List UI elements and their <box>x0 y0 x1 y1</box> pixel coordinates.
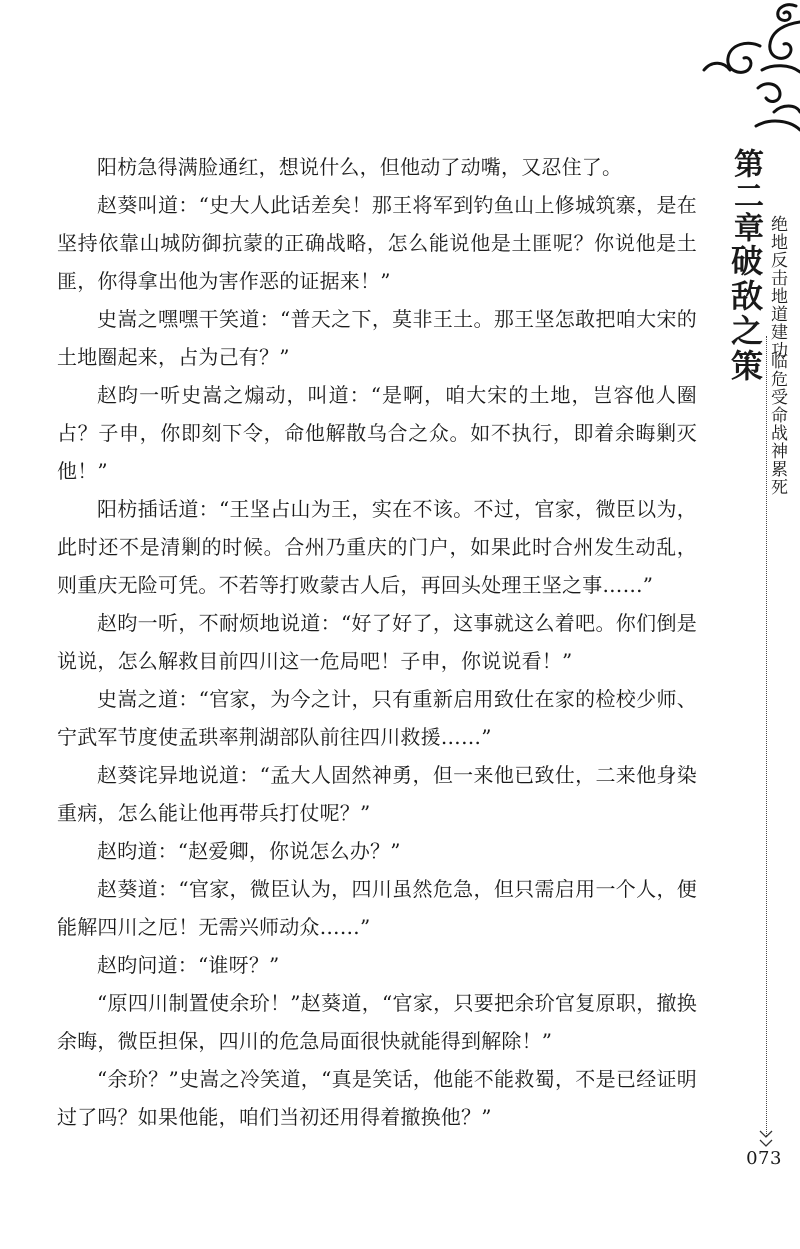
paragraph: 赵昀问道：“谁呀？” <box>97 953 280 977</box>
paragraph: 赵葵叫道：“史大人此话差矣！那王将军到钓鱼山上修城筑寨，是在坚持依靠山城防御抗蒙的正确战略，怎么能说他是土匪呢？你说他是土匪，你得拿出他为害作恶的证据来！” <box>57 193 697 293</box>
paragraph: “原四川制置使余玠！”赵葵道，“官家，只要把余玠官复原职，撤换余晦，微臣担保，四川的危急局面很快就能得到解除！” <box>57 991 697 1053</box>
paragraph: 阳枋插话道：“王坚占山为王，实在不该。不过，官家，微臣以为，此时还不是清剿的时候。合州乃重庆的门户，如果此时合州发生动乱，则重庆无险可凭。不若等打败蒙古人后，再回头处理王坚之事……” <box>57 497 697 597</box>
section-subtitle: 临危受命战神累死 <box>767 352 787 496</box>
body-text <box>57 148 697 1136</box>
chapter-number: 第二章 <box>728 148 763 244</box>
paragraph: 赵葵道：“官家，微臣认为，四川虽然危急，但只需启用一个人，便能解四川之厄！无需兴师动众……” <box>57 877 697 939</box>
paragraph: 赵昀一听史嵩之煽动，叫道：“是啊，咱大宋的土地，岂容他人圈占？子申，你即刻下令，命他解散乌合之众。如不执行，即着余晦剿灭他！” <box>57 383 697 483</box>
margin-divider <box>766 336 767 1136</box>
section-subtitle: 绝地反击地道建功 <box>767 215 787 359</box>
paragraph: 阳枋急得满脸通红，想说什么，但他动了动嘴，又忍住了。 <box>97 155 623 179</box>
chevron-down-icon <box>759 1139 773 1148</box>
paragraph: 赵葵诧异地说道：“孟大人固然神勇，但一来他已致仕，二来他身染重病，怎么能让他再带兵打仗呢？” <box>57 763 697 825</box>
paragraph: 史嵩之道：“官家，为今之计，只有重新启用致仕在家的检校少师、宁武军节度使孟珙率荆湖部队前往四川救援……” <box>57 687 697 749</box>
chevron-down-icon <box>759 1130 773 1139</box>
paragraph: 史嵩之嘿嘿干笑道：“普天之下，莫非王土。那王坚怎敢把咱大宋的土地圈起来，占为己有？” <box>57 307 697 369</box>
paragraph: 赵昀道：“赵爱卿，你说怎么办？” <box>97 839 401 863</box>
chapter-title: 破敌之策 <box>726 244 764 384</box>
paragraph: “余玠？”史嵩之冷笑道，“真是笑话，他能不能救蜀，不是已经证明过了吗？如果他能，咱们当初还用得着撤换他？” <box>57 1067 697 1129</box>
cloud-ornament-icon <box>700 0 800 140</box>
paragraph: 赵昀一听，不耐烦地说道：“好了好了，这事就这么着吧。你们倒是说说，怎么解救目前四川这一危局吧！子申，你说说看！” <box>57 611 697 673</box>
page-number: 073 <box>746 1148 782 1169</box>
